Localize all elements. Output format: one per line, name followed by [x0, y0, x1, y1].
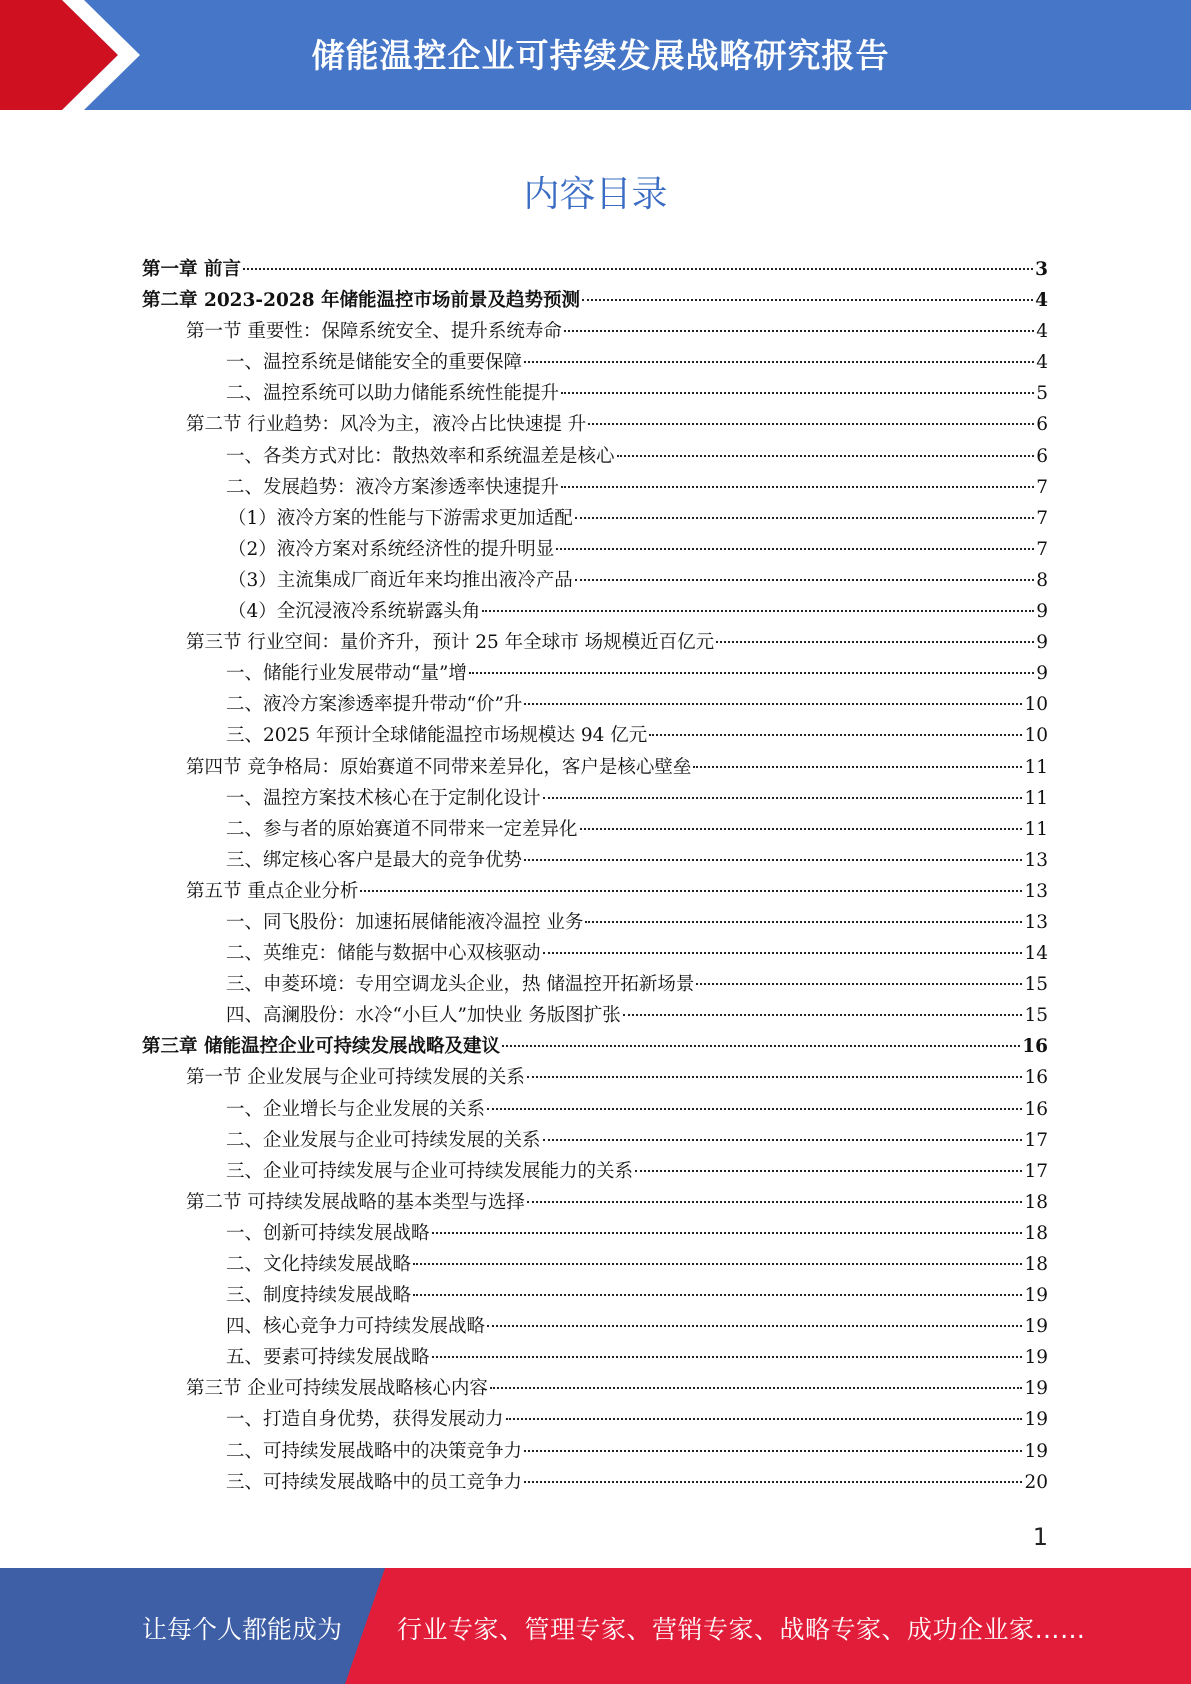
footer-banner [0, 1568, 1191, 1684]
toc-entry-page: 15 [1024, 1005, 1048, 1027]
toc-dot-leader [575, 517, 1034, 519]
toc-entry-title: （4）全沉浸液冷系统崭露头角 [228, 601, 481, 623]
toc-entry[interactable] [142, 1467, 1048, 1498]
toc-dot-leader [693, 766, 1022, 768]
toc-entry-page: 6 [1036, 414, 1048, 436]
toc-entry-page: 4 [1036, 321, 1048, 343]
toc-entry[interactable] [142, 565, 1048, 596]
toc-entry[interactable] [142, 627, 1048, 658]
toc-entry[interactable] [142, 1187, 1048, 1218]
toc-dot-leader [575, 579, 1034, 581]
toc-entry-page: 7 [1036, 538, 1048, 560]
toc-entry-page: 17 [1024, 1160, 1048, 1182]
toc-entry-title: 一、储能行业发展带动“量”增 [226, 663, 467, 685]
toc-entry[interactable] [142, 596, 1048, 627]
toc-dot-leader [413, 1263, 1022, 1265]
toc-entry-title: 二、温控系统可以助力储能系统性能提升 [226, 383, 560, 405]
toc-entry-page: 19 [1024, 1316, 1048, 1338]
toc-dot-leader [432, 1356, 1023, 1358]
toc-entry-title: 第一节 企业发展与企业可持续发展的关系 [186, 1067, 525, 1089]
toc-entry[interactable] [142, 378, 1048, 409]
toc-entry-page: 10 [1024, 694, 1048, 716]
toc-dot-leader [524, 1481, 1022, 1483]
toc-entry[interactable] [142, 316, 1048, 347]
toc-entry-title: 第一章 前言 [142, 259, 241, 280]
toc-entry-title: 第二章 2023-2028 年储能温控市场前景及趋势预测 [142, 290, 581, 312]
toc-entry-title: 一、打造自身优势，获得发展动力 [226, 1409, 504, 1431]
toc-dot-leader [564, 330, 1034, 332]
toc-dot-leader [588, 423, 1034, 425]
toc-dot-leader [635, 1170, 1022, 1172]
toc-entry-page: 16 [1022, 1036, 1048, 1058]
toc-entry-title: 二、可持续发展战略中的决策竞争力 [226, 1440, 523, 1462]
toc-dot-leader [524, 859, 1022, 861]
toc-entry-page: 13 [1024, 880, 1048, 902]
toc-entry[interactable] [142, 1311, 1048, 1342]
toc-dot-leader [360, 890, 1022, 892]
toc-dot-leader [543, 797, 1023, 799]
toc-dot-leader [649, 734, 1022, 736]
toc-entry[interactable] [142, 1404, 1048, 1435]
toc-dot-leader [487, 1108, 1022, 1110]
toc-dot-leader [696, 983, 1022, 985]
toc-entry-title: （2）液冷方案对系统经济性的提升明显 [228, 538, 555, 560]
toc-entry[interactable] [142, 1218, 1048, 1249]
toc-entry-title: 二、参与者的原始赛道不同带来一定差异化 [226, 818, 578, 840]
toc-entry-page: 18 [1024, 1191, 1048, 1213]
toc-entry-page: 7 [1036, 476, 1048, 498]
toc-entry-page: 13 [1024, 849, 1048, 871]
toc-entry-title: 三、可持续发展战略中的员工竞争力 [226, 1471, 523, 1493]
toc-entry-title: 第三章 储能温控企业可持续发展战略及建议 [142, 1036, 500, 1058]
toc-entry[interactable] [142, 907, 1048, 938]
toc-entry[interactable] [142, 1125, 1048, 1156]
toc-entry-page: 19 [1024, 1440, 1048, 1462]
toc-entry-title: 第三节 行业空间：量价齐升，预计 25 年全球市 场规模近百亿元 [186, 632, 715, 654]
toc-entry-title: 五、要素可持续发展战略 [226, 1347, 430, 1369]
toc-entry-title: 四、核心竞争力可持续发展战略 [226, 1316, 486, 1338]
toc-dot-leader [413, 1294, 1022, 1296]
toc-dot-leader [502, 1045, 1020, 1047]
report-title: 储能温控企业可持续发展战略研究报告 [311, 36, 890, 75]
toc-entry-page: 19 [1024, 1285, 1048, 1307]
toc-entry-title: 二、英维克：储能与数据中心双核驱动 [226, 943, 541, 965]
toc-entry[interactable] [142, 1373, 1048, 1404]
toc-entry[interactable] [142, 1342, 1048, 1373]
toc-entry-title: 第一节 重要性：保障系统安全、提升系统寿命 [186, 321, 562, 343]
toc-entry-title: 三、申菱环境：专用空调龙头企业，热 储温控开拓新场景 [226, 974, 695, 996]
toc-entry[interactable] [142, 472, 1048, 503]
page-number: 1 [1032, 1523, 1048, 1551]
toc-entry[interactable] [142, 441, 1048, 472]
toc-entry[interactable] [142, 658, 1048, 689]
toc-entry[interactable] [142, 534, 1048, 565]
toc-entry-title: 第五节 重点企业分析 [186, 880, 359, 902]
toc-entry[interactable] [142, 1062, 1048, 1093]
toc-entry-title: 一、各类方式对比：散热效率和系统温差是核心 [226, 445, 615, 467]
toc-entry[interactable] [142, 689, 1048, 720]
toc-dot-leader [561, 392, 1034, 394]
toc-entry[interactable] [142, 347, 1048, 378]
toc-entry-page: 18 [1024, 1254, 1048, 1275]
toc-heading: 内容目录 [523, 174, 668, 215]
toc-dot-leader [543, 952, 1023, 954]
toc-dot-leader [482, 610, 1034, 612]
toc-entry-title: 第二节 行业趋势：风冷为主，液冷占比快速提 升 [186, 414, 587, 436]
toc-dot-leader [543, 1139, 1023, 1141]
header-banner [0, 0, 1191, 110]
toc-dot-leader [585, 921, 1022, 923]
footer-slogan-right: 行业专家、管理专家、营销专家、战略专家、成功企业家…… [397, 1615, 1086, 1644]
toc-entry-page: 8 [1036, 569, 1048, 591]
toc-dot-leader [243, 268, 1033, 270]
toc-entry[interactable] [142, 752, 1048, 783]
toc-entry[interactable] [142, 814, 1048, 845]
toc-entry-page: 16 [1024, 1098, 1048, 1120]
toc-entry-page: 17 [1024, 1129, 1048, 1151]
toc-dot-leader [432, 1232, 1023, 1234]
toc-entry[interactable] [142, 876, 1048, 907]
toc-entry-page: 11 [1024, 787, 1048, 809]
table-of-contents [142, 254, 1048, 1498]
toc-entry-title: 第四节 竞争格局：原始赛道不同带来差异化，客户是核心壁垒 [186, 756, 692, 778]
toc-dot-leader [487, 1325, 1022, 1327]
toc-dot-leader [617, 455, 1035, 457]
toc-dot-leader [556, 548, 1034, 550]
toc-dot-leader [524, 703, 1022, 705]
toc-dot-leader [623, 1014, 1023, 1016]
toc-entry-title: 四、高澜股份：水冷“小巨人”加快业 务版图扩张 [226, 1005, 621, 1027]
toc-entry-page: 9 [1036, 663, 1048, 685]
toc-entry-page: 7 [1036, 507, 1048, 529]
toc-entry-title: 二、企业发展与企业可持续发展的关系 [226, 1129, 541, 1151]
toc-entry-title: 第三节 企业可持续发展战略核心内容 [186, 1378, 488, 1400]
toc-entry[interactable] [142, 783, 1048, 814]
toc-entry-page: 9 [1036, 601, 1048, 623]
toc-entry[interactable] [142, 503, 1048, 534]
toc-entry-title: 一、温控方案技术核心在于定制化设计 [226, 787, 541, 809]
toc-entry-page: 16 [1024, 1067, 1048, 1089]
toc-entry-page: 6 [1036, 445, 1048, 467]
toc-entry-page: 4 [1036, 352, 1048, 374]
toc-dot-leader [580, 828, 1023, 830]
toc-entry-title: 三、2025 年预计全球储能温控市场规模达 94 亿元 [226, 725, 648, 747]
toc-entry-page: 18 [1024, 1222, 1048, 1244]
toc-entry-page: 19 [1024, 1409, 1048, 1431]
toc-entry-title: 一、企业增长与企业发展的关系 [226, 1098, 486, 1120]
toc-entry[interactable] [142, 720, 1048, 751]
toc-entry[interactable] [142, 969, 1048, 1000]
toc-entry-title: 二、液冷方案渗透率提升带动“价”升 [226, 694, 523, 716]
toc-entry-title: 三、绑定核心客户是最大的竞争优势 [226, 849, 523, 871]
toc-dot-leader [561, 486, 1034, 488]
toc-entry[interactable] [142, 1436, 1048, 1467]
toc-entry-title: （1）液冷方案的性能与下游需求更加适配 [228, 507, 573, 529]
toc-entry[interactable] [142, 1280, 1048, 1311]
toc-entry-title: 三、制度持续发展战略 [226, 1285, 412, 1307]
toc-entry-page: 11 [1024, 818, 1048, 840]
toc-dot-leader [527, 1076, 1023, 1078]
toc-entry-title: 二、文化持续发展战略 [226, 1254, 412, 1275]
toc-entry-title: 一、同飞股份：加速拓展储能液冷温控 业务 [226, 911, 584, 933]
toc-entry-page: 15 [1024, 974, 1048, 996]
toc-entry[interactable] [142, 938, 1048, 969]
toc-dot-leader [506, 1418, 1023, 1420]
toc-entry-title: 三、企业可持续发展与企业可持续发展能力的关系 [226, 1160, 634, 1182]
toc-entry-page: 14 [1024, 943, 1048, 965]
toc-dot-leader [469, 672, 1034, 674]
toc-entry[interactable] [142, 409, 1048, 440]
toc-entry[interactable] [142, 1031, 1048, 1062]
toc-entry-title: （3）主流集成厂商近年来均推出液冷产品 [228, 569, 573, 591]
toc-entry-title: 一、创新可持续发展战略 [226, 1222, 430, 1244]
toc-entry[interactable] [142, 254, 1048, 285]
toc-entry[interactable] [142, 1156, 1048, 1187]
toc-entry-page: 5 [1036, 383, 1048, 405]
toc-dot-leader [524, 1450, 1022, 1452]
footer-slogan-left: 让每个人都能成为 [142, 1615, 343, 1644]
toc-entry-title: 二、发展趋势：液冷方案渗透率快速提升 [226, 476, 560, 498]
toc-dot-leader [582, 299, 1033, 301]
toc-entry-page: 13 [1024, 911, 1048, 933]
toc-entry-page: 10 [1024, 725, 1048, 747]
toc-entry[interactable] [142, 1249, 1048, 1280]
toc-entry-page: 4 [1035, 290, 1048, 312]
toc-entry-page: 3 [1035, 259, 1048, 280]
toc-entry-page: 19 [1024, 1347, 1048, 1369]
toc-entry[interactable] [142, 1094, 1048, 1125]
toc-entry-page: 20 [1024, 1471, 1048, 1493]
toc-entry-title: 第二节 可持续发展战略的基本类型与选择 [186, 1191, 525, 1213]
toc-dot-leader [716, 641, 1034, 643]
toc-entry-page: 19 [1024, 1378, 1048, 1400]
toc-entry[interactable] [142, 1000, 1048, 1031]
toc-entry[interactable] [142, 845, 1048, 876]
toc-entry[interactable] [142, 285, 1048, 316]
toc-dot-leader [527, 1201, 1023, 1203]
toc-entry-page: 11 [1024, 756, 1048, 778]
toc-entry-title: 一、温控系统是储能安全的重要保障 [226, 352, 523, 374]
toc-dot-leader [490, 1387, 1023, 1389]
toc-dot-leader [524, 361, 1034, 363]
toc-entry-page: 9 [1036, 632, 1048, 654]
